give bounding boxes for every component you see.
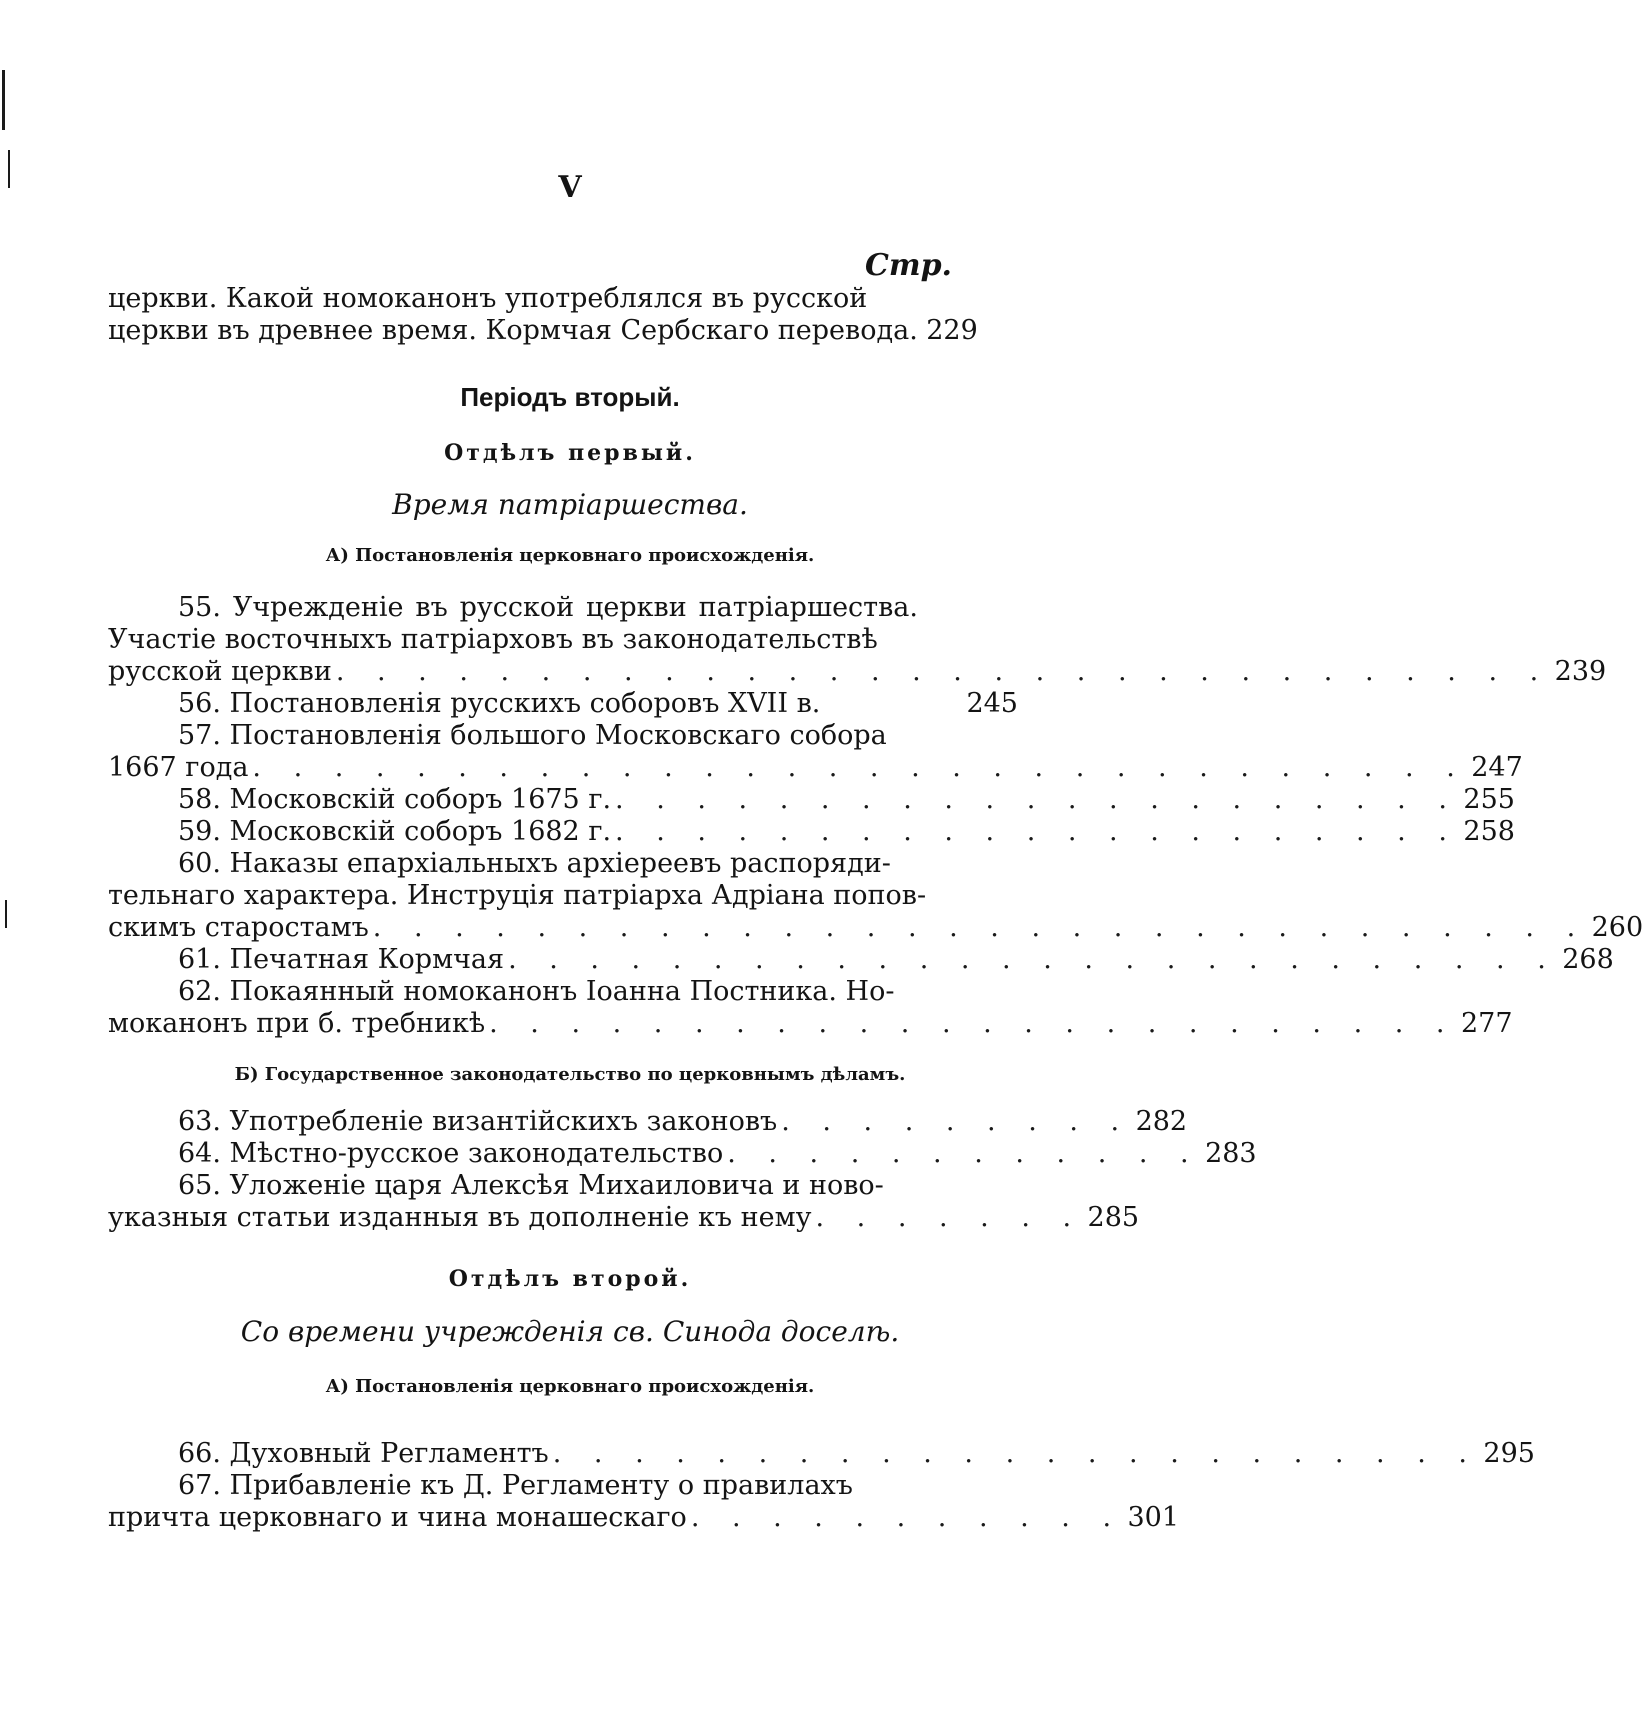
toc-continuation-line: церкви. Какой номоканонъ употреблялся въ русской: [108, 283, 868, 314]
toc-page-number: 260: [1591, 912, 1643, 943]
toc-leader: . . . . . . . . . . . .: [727, 1138, 1201, 1169]
toc-row: [108, 1438, 1535, 1470]
era-heading: Время патріаршества.: [392, 488, 748, 521]
toc-entry-text: причта церковнаго и чина монашескаго: [108, 1502, 687, 1533]
toc-entry-text: церкви въ древнее время. Кормчая Сербскаго перевода.: [108, 315, 918, 346]
toc-leader: . . . . . . . . . . . . . . . . . . . . . . . . . . . . . .: [252, 752, 1467, 783]
toc-leader: . . . . . . . . . . . . . . . . . . . . .: [615, 784, 1459, 815]
toc-entry-line: 60. Наказы епархіальныхъ архіереевъ распоряди-: [178, 848, 891, 879]
toc-page-number: 229: [926, 315, 978, 346]
toc-leader: . . . . . . .: [815, 1202, 1084, 1233]
toc-row: [108, 315, 978, 347]
toc-leader: . . . . . . . . . . .: [690, 1502, 1124, 1533]
toc-entry-text: 58. Московскій соборъ 1675 г.: [178, 784, 612, 815]
era-heading: Со времени учрежденія св. Синода доселѣ.: [240, 1315, 900, 1348]
section-heading: Отдѣлъ второй.: [448, 1266, 692, 1292]
toc-leader: . . . . . . . . . . . . . . . . . . . . . . .: [552, 1438, 1479, 1469]
toc-page-number: 295: [1483, 1438, 1535, 1469]
toc-page-number: 247: [1471, 752, 1523, 783]
toc-page-number: 285: [1087, 1202, 1140, 1233]
toc-page-number: 282: [1135, 1106, 1188, 1137]
toc-leader: . . . . . . . . . . . . . . . . . . . . . . . . . . . . . .: [335, 656, 1551, 687]
toc-entry-line: Участіе восточныхъ патріарховъ въ законодательствѣ: [108, 624, 878, 655]
toc-page-number: 268: [1562, 944, 1614, 975]
subsection-heading: Б) Государственное законодательство по церковнымъ дѣламъ.: [234, 1064, 906, 1085]
subsection-heading: А) Постановленія церковнаго происхожденія.: [325, 1376, 815, 1397]
toc-row: [108, 752, 1523, 784]
toc-entry-text: моканонъ при б. требникѣ: [108, 1008, 486, 1039]
scan-edge-mark: [2, 70, 5, 130]
subsection-heading: А) Постановленія церковнаго происхожденія.: [325, 545, 815, 566]
toc-leader: . . . . . . . . . . . . . . . . . . . . .: [615, 816, 1459, 847]
page-column-label: Стр.: [864, 248, 952, 283]
page-number-roman: V: [558, 170, 582, 205]
toc-leader: . . . . . . . . . . . . . . . . . . . . . . . .: [489, 1008, 1457, 1039]
toc-row: [108, 912, 1643, 944]
toc-leader: . . . . . . . . . . . . . . . . . . . . . . . . . .: [508, 944, 1558, 975]
toc-entry-line: 55. Учрежденіе въ русской церкви патріаршества.: [178, 592, 918, 623]
toc-entry-text: 56. Постановленія русскихъ соборовъ XVII в.: [178, 688, 821, 719]
toc-entry-text: 59. Московскій соборъ 1682 г.: [178, 816, 612, 847]
toc-row: [108, 816, 1515, 848]
toc-row: [108, 1502, 1180, 1534]
toc-leader: [820, 688, 962, 720]
toc-leader: . . . . . . . . . . . . . . . . . . . . . . . . . . . . . .: [372, 912, 1588, 943]
section-heading: Отдѣлъ первый.: [444, 440, 696, 466]
toc-row: [108, 1202, 1140, 1234]
toc-entry-text: 61. Печатная Кормчая: [178, 944, 505, 975]
toc-entry-text: указныя статьи изданныя въ дополненіе къ нему: [108, 1202, 812, 1233]
toc-entry-line: 67. Прибавленіе къ Д. Регламенту о правилахъ: [178, 1470, 853, 1501]
toc-entry-text: скимъ старостамъ: [108, 912, 369, 943]
toc-row: [108, 688, 1018, 720]
toc-leader: . . . . . . . . .: [781, 1106, 1132, 1137]
toc-entry-text: 1667 года: [108, 752, 249, 783]
toc-page-number: 245: [966, 688, 1018, 719]
toc-row: [108, 1138, 1257, 1170]
toc-entry-line: тельнаго характера. Инструція патріарха Адріана попов-: [108, 880, 927, 911]
toc-row: [108, 1008, 1513, 1040]
toc-row: [108, 784, 1515, 816]
scan-edge-mark: [5, 900, 7, 928]
toc-row: [108, 656, 1607, 688]
toc-entry-line: 62. Покаянный номоканонъ Іоанна Постника. Но-: [178, 976, 895, 1007]
toc-row: [108, 944, 1614, 976]
toc-entry-line: 57. Постановленія большого Московскаго собора: [178, 720, 887, 751]
toc-row: [108, 1106, 1188, 1138]
period-heading: Періодъ вторый.: [460, 382, 680, 412]
toc-page-number: 283: [1205, 1138, 1257, 1169]
toc-entry-text: русской церкви: [108, 656, 332, 687]
toc-page-number: 258: [1463, 816, 1515, 847]
toc-entry-text: 66. Духовный Регламентъ: [178, 1438, 549, 1469]
toc-entry-text: 63. Употребленіе византійскихъ законовъ: [178, 1106, 778, 1137]
toc-entry-line: 65. Уложеніе царя Алексѣя Михаиловича и ново-: [178, 1170, 884, 1201]
toc-entry-text: 64. Мѣстно-русское законодательство: [178, 1138, 724, 1169]
toc-page-number: 255: [1463, 784, 1515, 815]
toc-page-number: 301: [1127, 1502, 1180, 1533]
toc-page-number: 277: [1460, 1008, 1513, 1039]
toc-page-number: 239: [1554, 656, 1607, 687]
